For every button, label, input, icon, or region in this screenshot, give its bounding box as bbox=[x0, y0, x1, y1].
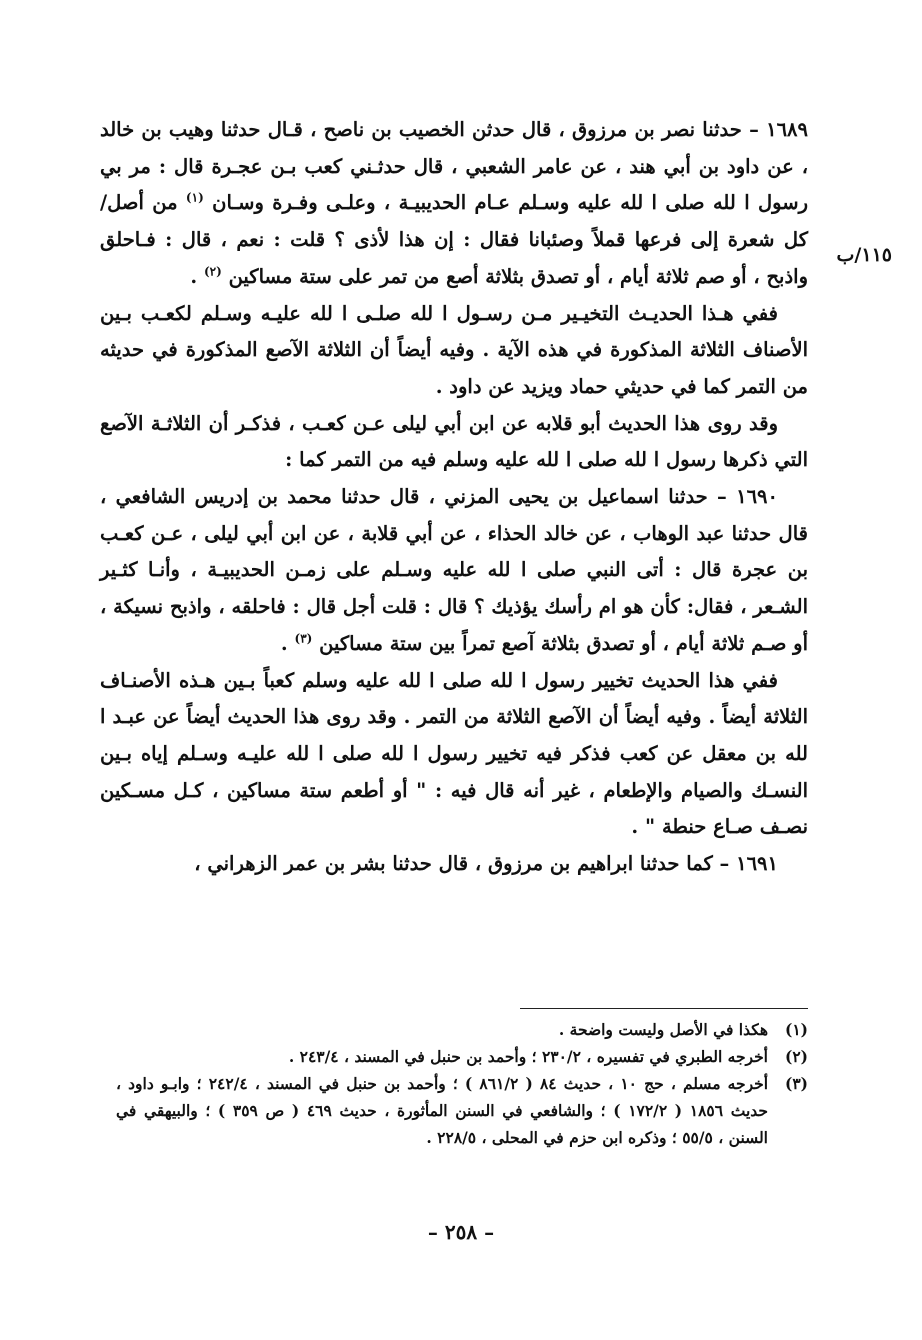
footnote-number: (١) bbox=[784, 1020, 808, 1039]
footnotes bbox=[116, 1016, 808, 1151]
footnote-text: أخرجه مسلم ، حج ١٠ ، حديث ٨٤ ( ٨٦١/٢ ) ؛ وأحمد بن حنبل في المسند ، ٢٤٢/٤ ؛ وابـو داود ، حديث ١٨٥٦ ( ١٧٢/٢ ) ؛ والشافعي في السنن المأثورة ، حديث ٤٦٩ ( ص ٣٥٩ ) ؛ والبيهقي في السنن ، ٥٥/٥ ؛ وذكره ابن حزم في المحلى ، ٢٢٨/٥ . bbox=[116, 1074, 769, 1147]
footnote-ref-1: (١) bbox=[185, 190, 204, 205]
paragraph-text: من أصل/ كل شعرة إلى فرعها قملاً وصئبانا فقال : إن هذا لأذى ؟ قلت : نعم ، قال : فـاحلق واذبح ، أو صم ثلاثة أيام ، أو تصدق بثلاثة أصع من تمر على ستة مساكين bbox=[100, 191, 808, 288]
footnote-number: (٢) bbox=[784, 1047, 808, 1066]
margin-folio-note: ١١٥/ب bbox=[836, 244, 892, 266]
footnote-text: أخرجه الطبري في تفسيره ، ٢٣٠/٢ ؛ وأحمد بن حنبل في المسند ، ٢٤٣/٤ . bbox=[288, 1047, 768, 1066]
paragraph-text: ١٦٨٩ – حدثنا نصر بن مرزوق ، قال حدثن الخصيب بن ناصح ، قـال حدثنا وهيب بن خالد ، عن داود بن أبي هند ، عن عامر الشعبي ، قال حدثـني كعب بـن عجـرة قال : مر بي رسول ا لله صلى ا لله عليه وسـلم عـام الحديبيـة ، وعلـى وفـرة وسـان bbox=[100, 118, 808, 215]
paragraph-commentary-3: ففي هذا الحديث تخيير رسول ا لله صلى ا لله عليه وسلم كعباً بـين هـذه الأصنـاف الثلاثة أيضاً . وفيه أيضاً أن الآصع الثلاثة من التمر . وقد روى هذا الحديث أيضاً عن عبـد ا لله بن معقل عن كعب فذكر فيه تخيير رسول ا لله صلى ا لله عليـه وسـلم إياه بـين النسـك والصيام والإطعام ، غير أنه قال فيه : " أو أطعم ستة مساكين ، كـل مسـكين نصـف صـاع حنطة " . bbox=[100, 668, 808, 839]
paragraph-commentary-1: ففي هـذا الحديـث التخيـير مـن رسـول ا لله صلـى ا لله عليـه وسـلم لكعـب بـين الأصناف الثلاثة المذكورة في هذه الآية . وفيه أيضاً أن الثلاثة الآصع المذكورة في حديثه من التمر كما في حديثي حماد ويزيد عن داود . bbox=[100, 301, 808, 398]
footnote-ref-3: (٣) bbox=[294, 631, 313, 646]
paragraph-text: ١٦٩٠ – حدثنا اسماعيل بن يحيى المزني ، قال حدثنا محمد بن إدريس الشافعي ، قال حدثنا عبد الوهاب ، عن خالد الحذاء ، عن أبي قلابة ، عن ابن أبي ليلى ، عـن كعـب بن عجرة قال : أتى النبي صلى ا لله عليه وسـلم على زمـن الحديبيـة ، وأنـا كثـير الشـعر ، فقال: كأن هو ام رأسك يؤذيك ؟ قال : قلت أجل قال : فاحلقه ، واذبح نسيكة ، أو صـم ثلاثة أيام ، أو تصدق بثلاثة آصع تمراً بين ستة مساكين bbox=[100, 485, 808, 655]
paragraph-1691: ١٦٩١ – كما حدثنا ابراهيم بن مرزوق ، قال حدثنا بشر بن عمر الزهراني ، bbox=[194, 852, 778, 876]
footnote-item bbox=[116, 1016, 808, 1043]
page-number: – ٢٥٨ – bbox=[427, 1220, 495, 1244]
footnote-ref-2: (٢) bbox=[203, 264, 222, 279]
main-text bbox=[100, 112, 808, 883]
punctuation: . bbox=[280, 631, 295, 655]
footnote-item bbox=[116, 1043, 808, 1070]
paragraph-1690 bbox=[100, 479, 808, 663]
footnote-text: هكذا في الأصل وليست واضحة . bbox=[558, 1020, 768, 1039]
paragraph-1689 bbox=[100, 112, 808, 296]
punctuation: . bbox=[190, 264, 204, 288]
footnote-item bbox=[116, 1070, 808, 1151]
footnote-divider bbox=[520, 1008, 808, 1009]
paragraph-commentary-2: وقد روى هذا الحديث أبو قلابه عن ابن أبي ليلى عـن كعـب ، فذكـر أن الثلاثـة الآصع التي ذكرها رسول ا لله صلى ا لله عليه وسلم فيه من التمر كما : bbox=[100, 411, 808, 472]
footnote-number: (٣) bbox=[784, 1074, 808, 1093]
